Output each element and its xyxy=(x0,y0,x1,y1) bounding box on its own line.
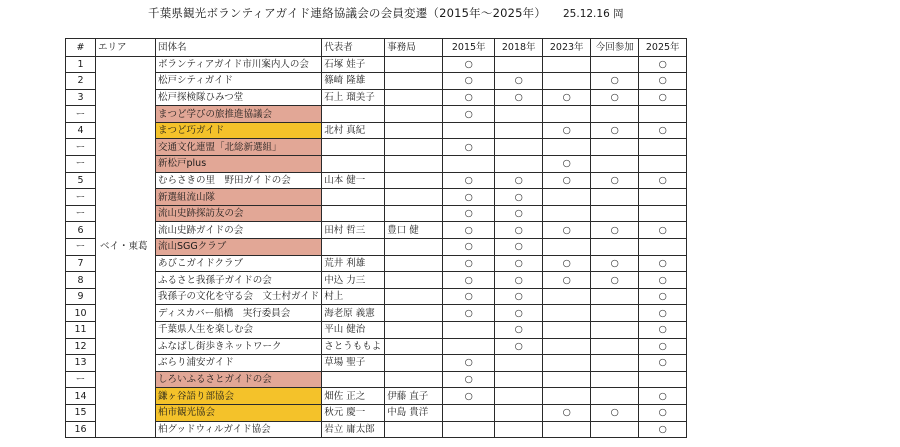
row-number: 5 xyxy=(66,172,96,189)
mark-now: ○ xyxy=(591,122,639,139)
mark-now xyxy=(591,56,639,73)
representative xyxy=(322,106,385,123)
group-name: 鎌ヶ谷語り部協会 xyxy=(156,388,322,405)
mark-2018: ○ xyxy=(495,172,543,189)
table-row xyxy=(66,139,687,156)
document-title: 千葉県観光ボランティアガイド連絡協議会の会員変遷（2015年〜2025年） xyxy=(148,6,547,20)
group-name: ぶらり浦安ガイド xyxy=(156,355,322,372)
office: 伊藤 直子 xyxy=(385,388,443,405)
mark-2018: ○ xyxy=(495,322,543,339)
row-number: 3 xyxy=(66,89,96,106)
mark-2015 xyxy=(443,404,495,421)
mark-2015: ○ xyxy=(443,222,495,239)
header-2018: 2018年 xyxy=(495,39,543,57)
mark-2025 xyxy=(639,205,687,222)
office xyxy=(385,272,443,289)
mark-2018: ○ xyxy=(495,288,543,305)
mark-2018 xyxy=(495,122,543,139)
table-row xyxy=(66,222,687,239)
group-name: あびこガイドクラブ xyxy=(156,255,322,272)
row-number: 7 xyxy=(66,255,96,272)
row-number: 8 xyxy=(66,272,96,289)
row-number: 6 xyxy=(66,222,96,239)
mark-now xyxy=(591,156,639,173)
mark-2023: ○ xyxy=(543,172,591,189)
office xyxy=(385,305,443,322)
group-name: ふるさと我孫子ガイドの会 xyxy=(156,272,322,289)
office xyxy=(385,355,443,372)
member-table-body xyxy=(66,39,687,438)
representative xyxy=(322,205,385,222)
mark-2018: ○ xyxy=(495,305,543,322)
header-representative: 代表者 xyxy=(322,39,385,57)
office xyxy=(385,139,443,156)
table-row xyxy=(66,421,687,438)
group-name: 松戸探検隊ひみつ堂 xyxy=(156,89,322,106)
mark-2015: ○ xyxy=(443,56,495,73)
header-office: 事務局 xyxy=(385,39,443,57)
table-row xyxy=(66,56,687,73)
mark-2015: ○ xyxy=(443,272,495,289)
representative: 荒井 利雄 xyxy=(322,255,385,272)
mark-now xyxy=(591,388,639,405)
mark-2025 xyxy=(639,139,687,156)
mark-2023 xyxy=(543,421,591,438)
mark-2023: ○ xyxy=(543,89,591,106)
table-row xyxy=(66,172,687,189)
mark-2025: ○ xyxy=(639,338,687,355)
mark-now xyxy=(591,421,639,438)
mark-2023 xyxy=(543,288,591,305)
mark-2015: ○ xyxy=(443,288,495,305)
mark-2018 xyxy=(495,355,543,372)
mark-now: ○ xyxy=(591,404,639,421)
group-name: 柏グッドウィルガイド協会 xyxy=(156,421,322,438)
mark-now: ○ xyxy=(591,222,639,239)
mark-2015: ○ xyxy=(443,189,495,206)
representative xyxy=(322,189,385,206)
mark-2023 xyxy=(543,355,591,372)
office xyxy=(385,338,443,355)
office xyxy=(385,371,443,388)
mark-2018 xyxy=(495,371,543,388)
mark-2025 xyxy=(639,189,687,206)
mark-2015: ○ xyxy=(443,255,495,272)
mark-2015 xyxy=(443,421,495,438)
header-2015: 2015年 xyxy=(443,39,495,57)
row-number: 13 xyxy=(66,355,96,372)
mark-2023: ○ xyxy=(543,272,591,289)
row-number: 4 xyxy=(66,122,96,139)
table-row xyxy=(66,122,687,139)
mark-2025: ○ xyxy=(639,421,687,438)
mark-2018: ○ xyxy=(495,272,543,289)
representative: 北村 真紀 xyxy=(322,122,385,139)
mark-2025 xyxy=(639,106,687,123)
group-name: まつど巧ガイド xyxy=(156,122,322,139)
mark-2015: ○ xyxy=(443,89,495,106)
mark-2025 xyxy=(639,156,687,173)
mark-now xyxy=(591,106,639,123)
row-number: 2 xyxy=(66,73,96,90)
mark-2025: ○ xyxy=(639,255,687,272)
mark-2023 xyxy=(543,305,591,322)
mark-2025 xyxy=(639,239,687,256)
mark-2018: ○ xyxy=(495,338,543,355)
mark-2018 xyxy=(495,388,543,405)
row-number: 11 xyxy=(66,322,96,339)
mark-2023 xyxy=(543,56,591,73)
table-row xyxy=(66,106,687,123)
office: 中島 貴洋 xyxy=(385,404,443,421)
mark-now: ○ xyxy=(591,172,639,189)
mark-2025: ○ xyxy=(639,305,687,322)
mark-2025: ○ xyxy=(639,222,687,239)
office xyxy=(385,73,443,90)
group-name: 千葉県人生を楽しむ会 xyxy=(156,322,322,339)
group-name: 柏市観光協会 xyxy=(156,404,322,421)
group-name: ボランティアガイド市川案内人の会 xyxy=(156,56,322,73)
representative xyxy=(322,156,385,173)
office xyxy=(385,205,443,222)
row-number: 1 xyxy=(66,56,96,73)
mark-now xyxy=(591,322,639,339)
header-area: エリア xyxy=(96,39,156,57)
representative: 中込 力三 xyxy=(322,272,385,289)
mark-now xyxy=(591,371,639,388)
mark-2025: ○ xyxy=(639,73,687,90)
mark-now xyxy=(591,288,639,305)
mark-2025: ○ xyxy=(639,355,687,372)
representative: 海老原 義憲 xyxy=(322,305,385,322)
representative: 田村 哲三 xyxy=(322,222,385,239)
office xyxy=(385,322,443,339)
table-row xyxy=(66,355,687,372)
office xyxy=(385,421,443,438)
row-number: 14 xyxy=(66,388,96,405)
representative: 石上 瑠美子 xyxy=(322,89,385,106)
mark-2018: ○ xyxy=(495,205,543,222)
mark-2018: ○ xyxy=(495,89,543,106)
office xyxy=(385,122,443,139)
table-row xyxy=(66,371,687,388)
group-name: 流山SGGクラブ xyxy=(156,239,322,256)
group-name: 新松戸plus xyxy=(156,156,322,173)
mark-2023: ○ xyxy=(543,255,591,272)
representative: 岩立 庸太郎 xyxy=(322,421,385,438)
mark-2015: ○ xyxy=(443,139,495,156)
mark-2025 xyxy=(639,371,687,388)
representative: 石塚 娃子 xyxy=(322,56,385,73)
mark-now: ○ xyxy=(591,255,639,272)
mark-2023 xyxy=(543,239,591,256)
row-number: ー xyxy=(66,239,96,256)
row-number: ー xyxy=(66,139,96,156)
table-row xyxy=(66,322,687,339)
mark-2025: ○ xyxy=(639,272,687,289)
office xyxy=(385,156,443,173)
representative: 山本 健一 xyxy=(322,172,385,189)
office: 豊口 健 xyxy=(385,222,443,239)
representative: 平山 健治 xyxy=(322,322,385,339)
table-row xyxy=(66,288,687,305)
mark-2015: ○ xyxy=(443,371,495,388)
document-date: 25.12.16 岡 xyxy=(563,8,624,20)
table-row xyxy=(66,205,687,222)
representative xyxy=(322,371,385,388)
mark-2025: ○ xyxy=(639,56,687,73)
mark-2018 xyxy=(495,421,543,438)
mark-2023 xyxy=(543,322,591,339)
mark-2018: ○ xyxy=(495,222,543,239)
mark-2015 xyxy=(443,322,495,339)
mark-2023 xyxy=(543,139,591,156)
representative: 秋元 慶一 xyxy=(322,404,385,421)
table-row xyxy=(66,89,687,106)
mark-2023 xyxy=(543,205,591,222)
mark-2023: ○ xyxy=(543,156,591,173)
area-cell: ベイ・東葛 xyxy=(96,56,156,438)
mark-now xyxy=(591,139,639,156)
table-row xyxy=(66,73,687,90)
table-header-row xyxy=(66,39,687,57)
representative xyxy=(322,139,385,156)
row-number: ー xyxy=(66,156,96,173)
representative: さとうももよ xyxy=(322,338,385,355)
mark-now xyxy=(591,239,639,256)
representative: 畑佐 正之 xyxy=(322,388,385,405)
mark-now xyxy=(591,355,639,372)
table-row xyxy=(66,388,687,405)
header-2023: 2023年 xyxy=(543,39,591,57)
representative: 草場 聖子 xyxy=(322,355,385,372)
mark-2023: ○ xyxy=(543,404,591,421)
mark-2023: ○ xyxy=(543,222,591,239)
mark-2025: ○ xyxy=(639,322,687,339)
office xyxy=(385,255,443,272)
row-number: 10 xyxy=(66,305,96,322)
row-number: 15 xyxy=(66,404,96,421)
mark-2018: ○ xyxy=(495,255,543,272)
mark-2018 xyxy=(495,56,543,73)
office xyxy=(385,89,443,106)
office xyxy=(385,239,443,256)
mark-now: ○ xyxy=(591,89,639,106)
member-table xyxy=(65,38,687,438)
mark-2023 xyxy=(543,189,591,206)
mark-2025: ○ xyxy=(639,172,687,189)
mark-2023 xyxy=(543,388,591,405)
group-name: 交通文化連盟「北総新選組」 xyxy=(156,139,322,156)
mark-2023 xyxy=(543,73,591,90)
representative: 篠崎 隆雄 xyxy=(322,73,385,90)
header-2025: 2025年 xyxy=(639,39,687,57)
mark-2018: ○ xyxy=(495,73,543,90)
group-name: むらさきの里 野田ガイドの会 xyxy=(156,172,322,189)
office xyxy=(385,288,443,305)
representative xyxy=(322,239,385,256)
office xyxy=(385,106,443,123)
mark-now: ○ xyxy=(591,73,639,90)
mark-2025: ○ xyxy=(639,89,687,106)
mark-2015: ○ xyxy=(443,305,495,322)
table-row xyxy=(66,338,687,355)
mark-2015: ○ xyxy=(443,172,495,189)
group-name: ふなばし街歩きネットワーク xyxy=(156,338,322,355)
mark-2023 xyxy=(543,338,591,355)
row-number: 16 xyxy=(66,421,96,438)
group-name: 松戸シティガイド xyxy=(156,73,322,90)
group-name: 我孫子の文化を守る会 文士村ガイド xyxy=(156,288,322,305)
table-row xyxy=(66,156,687,173)
group-name: 新選組流山隊 xyxy=(156,189,322,206)
mark-2018 xyxy=(495,404,543,421)
mark-now xyxy=(591,305,639,322)
mark-now xyxy=(591,338,639,355)
mark-2015: ○ xyxy=(443,205,495,222)
mark-2015: ○ xyxy=(443,388,495,405)
mark-now xyxy=(591,205,639,222)
mark-2015: ○ xyxy=(443,106,495,123)
row-number: ー xyxy=(66,189,96,206)
mark-2025: ○ xyxy=(639,388,687,405)
table-row xyxy=(66,255,687,272)
office xyxy=(385,172,443,189)
mark-2015: ○ xyxy=(443,355,495,372)
table-row xyxy=(66,272,687,289)
row-number: ー xyxy=(66,205,96,222)
group-name: まつど学びの旅推進協議会 xyxy=(156,106,322,123)
table-row xyxy=(66,305,687,322)
representative: 村上 xyxy=(322,288,385,305)
mark-2015 xyxy=(443,122,495,139)
header-group-name: 団体名 xyxy=(156,39,322,57)
mark-2015: ○ xyxy=(443,239,495,256)
group-name: しろいふるさとガイドの会 xyxy=(156,371,322,388)
header-now: 今回参加 xyxy=(591,39,639,57)
mark-now: ○ xyxy=(591,272,639,289)
mark-2018 xyxy=(495,156,543,173)
group-name: 流山史跡ガイドの会 xyxy=(156,222,322,239)
row-number: 12 xyxy=(66,338,96,355)
mark-2025: ○ xyxy=(639,122,687,139)
mark-2023 xyxy=(543,106,591,123)
table-row xyxy=(66,189,687,206)
mark-2018: ○ xyxy=(495,189,543,206)
mark-2023: ○ xyxy=(543,122,591,139)
mark-2018 xyxy=(495,106,543,123)
group-name: 流山史跡探訪友の会 xyxy=(156,205,322,222)
office xyxy=(385,189,443,206)
group-name: ディスカバー船橋 実行委員会 xyxy=(156,305,322,322)
table-row xyxy=(66,404,687,421)
office xyxy=(385,56,443,73)
mark-2018 xyxy=(495,139,543,156)
mark-2015: ○ xyxy=(443,73,495,90)
mark-2015 xyxy=(443,156,495,173)
mark-2018: ○ xyxy=(495,239,543,256)
mark-2025: ○ xyxy=(639,404,687,421)
mark-2025: ○ xyxy=(639,288,687,305)
header-num: # xyxy=(66,39,96,57)
mark-2015 xyxy=(443,338,495,355)
mark-now xyxy=(591,189,639,206)
table-row xyxy=(66,239,687,256)
row-number: ー xyxy=(66,106,96,123)
row-number: 9 xyxy=(66,288,96,305)
mark-2023 xyxy=(543,371,591,388)
row-number: ー xyxy=(66,371,96,388)
